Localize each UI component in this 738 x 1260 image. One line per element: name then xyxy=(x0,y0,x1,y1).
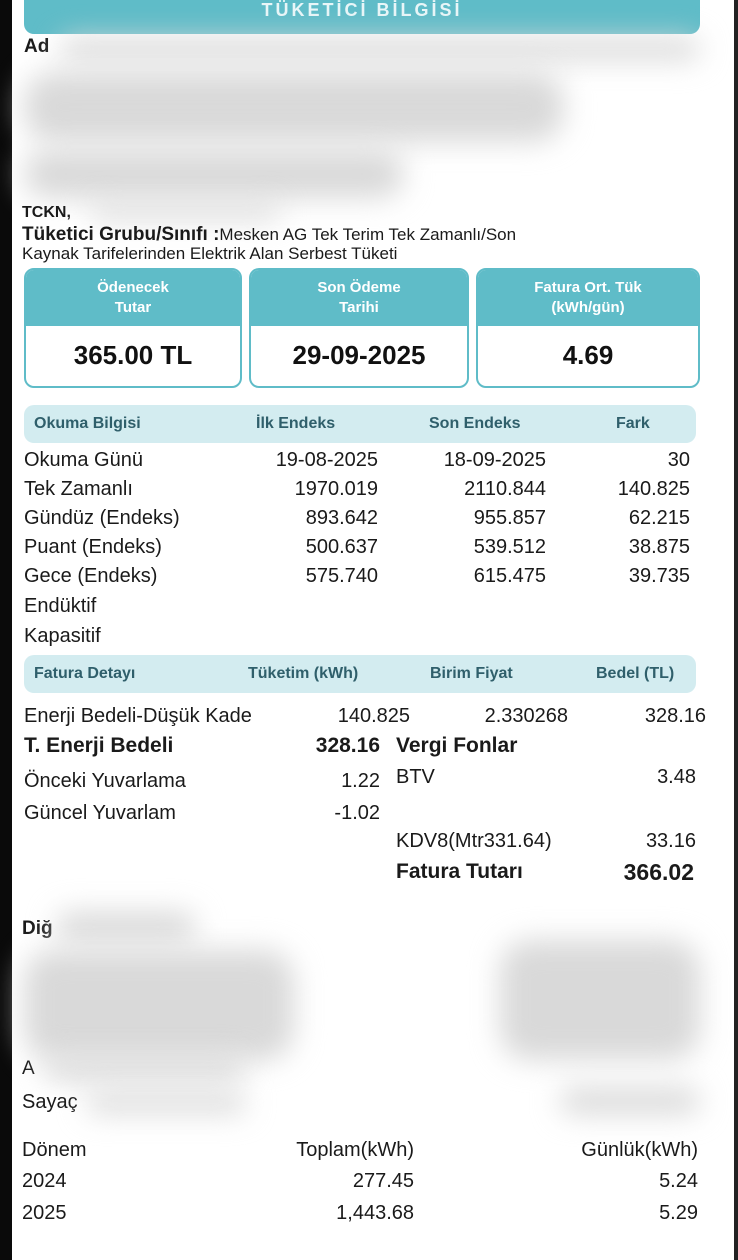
energy-charge-label: Enerji Bedeli-Düşük Kade xyxy=(24,705,252,727)
reading-row-last: 2110.844 xyxy=(464,478,546,500)
reading-info-header xyxy=(24,405,696,443)
invoice-total-label: Fatura Tutarı xyxy=(396,860,523,883)
avg-consumption-head-line1: Fatura Ort. Tük xyxy=(534,279,642,296)
avg-consumption-header xyxy=(478,270,698,326)
reading-col-label: Okuma Bilgisi xyxy=(34,415,141,432)
name-label: Ad xyxy=(24,36,50,57)
reading-row-first: 19-08-2025 xyxy=(275,449,378,471)
invoice-detail-header xyxy=(24,655,696,693)
amount-due-head-line2: Tutar xyxy=(114,299,152,316)
reading-row-diff: 30 xyxy=(667,449,690,471)
previous-rounding-value: 1.22 xyxy=(341,770,380,792)
consumer-group-label: Tüketici Grubu/Sınıfı : xyxy=(22,224,220,245)
invoice-col-detail: Fatura Detayı xyxy=(34,665,136,682)
reading-col-difference: Fark xyxy=(616,415,650,432)
reading-row-last: 18-09-2025 xyxy=(443,449,546,471)
reading-row-last: 615.475 xyxy=(473,565,546,587)
redacted-other-title xyxy=(56,912,196,942)
due-date-header xyxy=(251,270,467,326)
taxes-label: Vergi Fonlar xyxy=(396,734,518,757)
consumption-row-period: 2024 xyxy=(22,1170,67,1192)
avg-consumption-head-line2: (kWh/gün) xyxy=(551,299,625,316)
consumption-row-period: 2025 xyxy=(22,1202,67,1224)
redacted-address xyxy=(24,72,564,142)
redacted-meter-right xyxy=(560,1088,700,1114)
consumer-info-banner xyxy=(24,0,700,34)
reading-row-last: 955.857 xyxy=(473,507,546,529)
invoice-col-consumption: Tüketim (kWh) xyxy=(248,665,359,682)
reading-row-label: Puant (Endeks) xyxy=(24,536,162,558)
invoice-col-unit-price: Birim Fiyat xyxy=(430,665,513,682)
redacted-meter xyxy=(86,1093,246,1113)
tckn-label: TCKN, xyxy=(22,204,71,221)
redacted-tckn xyxy=(90,204,280,220)
amount-due-head-line1: Ödenecek xyxy=(97,279,169,296)
amount-due-card xyxy=(24,268,242,388)
redacted-name xyxy=(60,38,700,60)
invoice-total-value: 366.02 xyxy=(623,859,694,885)
reading-row-label: Gece (Endeks) xyxy=(24,565,158,587)
consumption-row-daily: 5.24 xyxy=(659,1170,698,1192)
kdv-value: 33.16 xyxy=(645,830,696,852)
consumer-group-line2: Kaynak Tarifelerinden Elektrik Alan Serbest Tüketi xyxy=(22,244,398,263)
consumption-row-total: 277.45 xyxy=(352,1170,414,1192)
reading-row-first: 1970.019 xyxy=(294,478,378,500)
address-partial: A xyxy=(22,1058,35,1079)
reading-row-label: Kapasitif xyxy=(24,625,101,647)
redacted-other-right xyxy=(500,940,700,1060)
total-energy-label: T. Enerji Bedeli xyxy=(24,734,174,757)
btv-label: BTV xyxy=(396,766,435,788)
reading-row-label: Tek Zamanlı xyxy=(24,478,133,500)
avg-consumption-card xyxy=(476,268,700,388)
current-rounding-label: Güncel Yuvarlam xyxy=(24,802,176,824)
consumer-group-value: Mesken AG Tek Terim Tek Zamanlı/Son xyxy=(219,225,517,244)
reading-row-first: 575.740 xyxy=(305,565,378,587)
btv-value: 3.48 xyxy=(657,766,696,788)
reading-row-last: 539.512 xyxy=(473,536,546,558)
consumption-row-daily: 5.29 xyxy=(659,1202,698,1224)
avg-consumption-value: 4.69 xyxy=(562,339,614,370)
kdv-label: KDV8(Mtr331.64) xyxy=(396,830,552,852)
redacted-details xyxy=(24,150,404,198)
meter-label: Sayaç xyxy=(22,1091,78,1113)
consumer-group-line1 xyxy=(22,226,516,243)
due-date-head-line1: Son Ödeme xyxy=(317,279,401,296)
invoice-col-amount: Bedel (TL) xyxy=(596,665,675,682)
reading-row-first: 500.637 xyxy=(305,536,378,558)
due-date-head-line2: Tarihi xyxy=(339,299,379,316)
reading-row-first: 893.642 xyxy=(305,507,378,529)
previous-rounding-label: Önceki Yuvarlama xyxy=(24,770,186,792)
reading-row-diff: 140.825 xyxy=(617,478,690,500)
right-frame-border xyxy=(734,0,738,1260)
amount-due-header xyxy=(26,270,240,326)
reading-row-diff: 39.735 xyxy=(628,565,690,587)
energy-charge-amount: 328.16 xyxy=(644,705,706,727)
consumption-col-total: Toplam(kWh) xyxy=(296,1139,414,1161)
due-date-value: 29-09-2025 xyxy=(292,339,426,370)
reading-row-label: Okuma Günü xyxy=(24,449,143,471)
redacted-other-left xyxy=(24,950,294,1060)
banner-title: TÜKETİCİ BİLGİSİ xyxy=(261,0,463,20)
energy-charge-consumption: 140.825 xyxy=(337,705,410,727)
reading-col-first-index: İlk Endeks xyxy=(256,415,336,432)
reading-row-diff: 62.215 xyxy=(628,507,690,529)
redacted-address-line xyxy=(44,1058,244,1080)
consumption-row-total: 1,443.68 xyxy=(336,1202,414,1224)
reading-row-diff: 38.875 xyxy=(628,536,690,558)
total-energy-value: 328.16 xyxy=(315,734,380,757)
consumption-col-daily: Günlük(kWh) xyxy=(581,1139,698,1161)
reading-col-last-index: Son Endeks xyxy=(429,415,521,432)
energy-charge-unit-price: 2.330268 xyxy=(484,705,568,727)
reading-row-label: Gündüz (Endeks) xyxy=(24,507,180,529)
due-date-card xyxy=(249,268,469,388)
other-section-title: Diğ xyxy=(22,918,53,939)
consumption-col-period: Dönem xyxy=(22,1139,87,1161)
current-rounding-value: -1.02 xyxy=(334,802,380,824)
reading-row-label: Endüktif xyxy=(24,595,97,617)
amount-due-value: 365.00 TL xyxy=(73,339,193,370)
left-frame-border xyxy=(0,0,12,1260)
